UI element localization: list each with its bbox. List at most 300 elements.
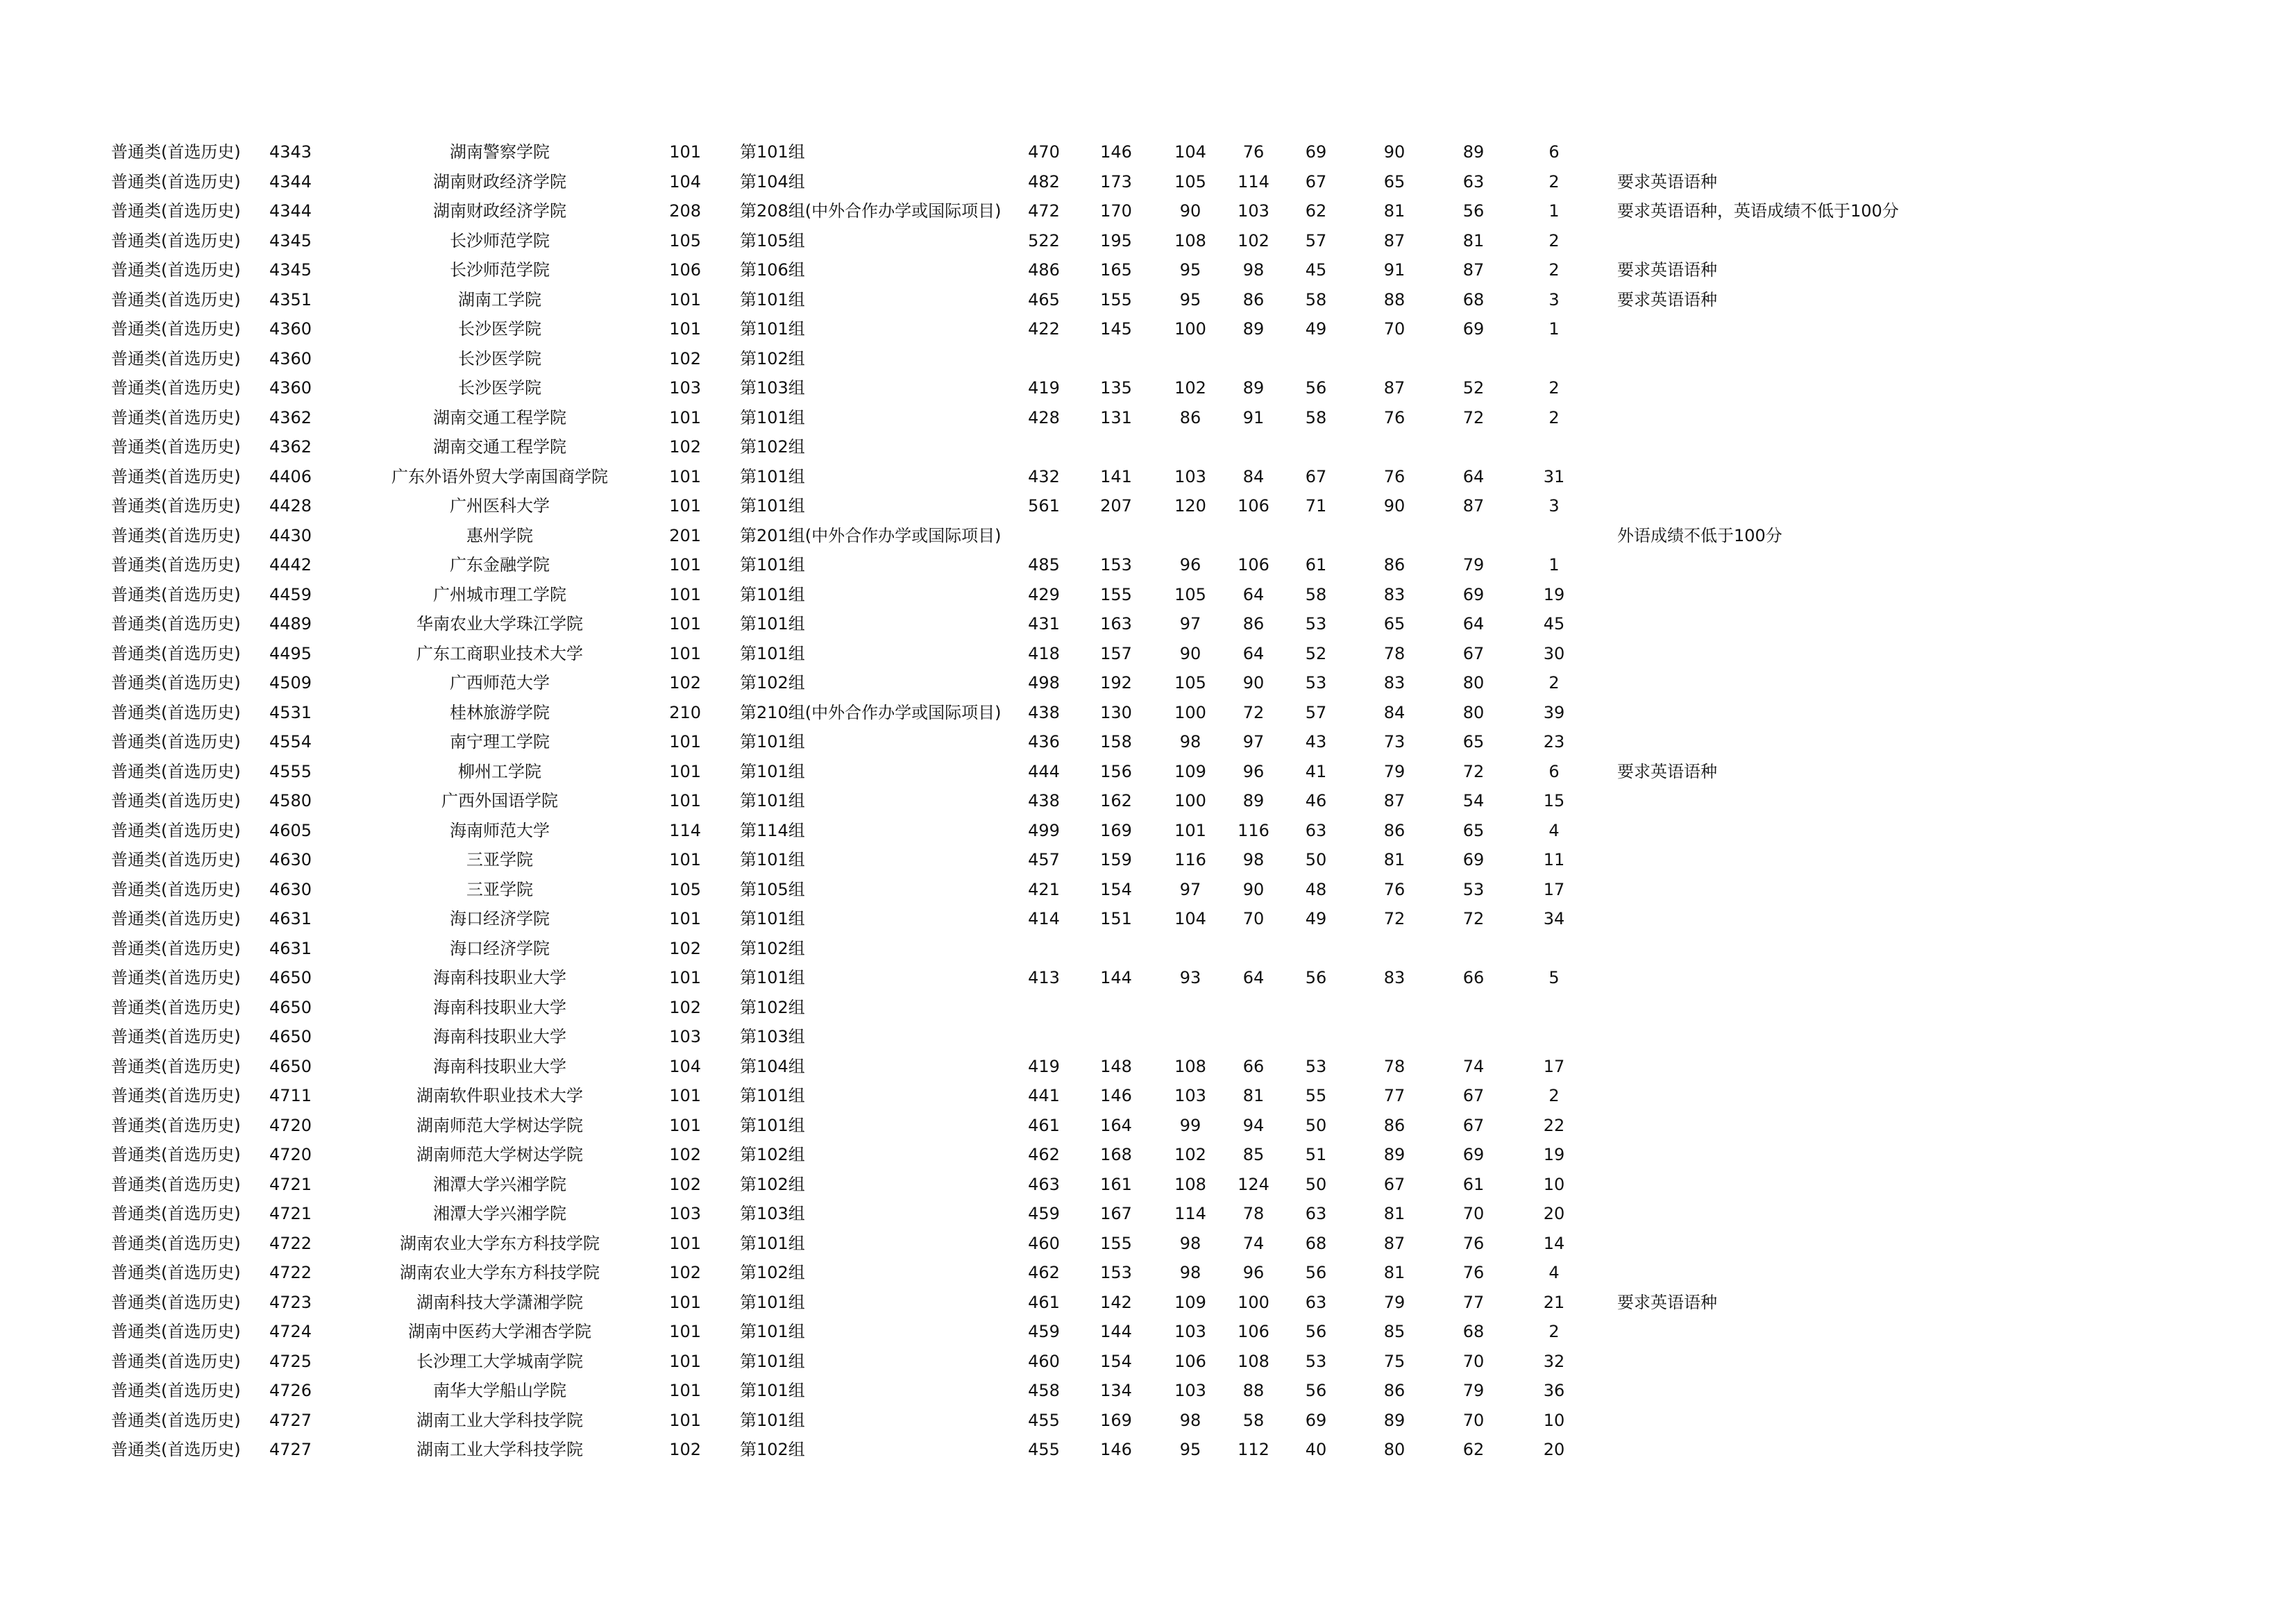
- admission-score-table: [111, 137, 2034, 1465]
- category-cell: 普通类(首选历史): [111, 230, 241, 250]
- score-4-cell: 45: [1305, 260, 1327, 280]
- note-cell: [1599, 963, 2034, 993]
- score-3-cell: 97: [1242, 732, 1265, 752]
- table-row: [111, 491, 2034, 521]
- school-name-cell: 广东外语外贸大学南国商学院: [391, 466, 608, 486]
- score-4-cell: 67: [1305, 171, 1327, 192]
- table-row: [111, 521, 2034, 551]
- score-3-cell: [1226, 521, 1281, 551]
- score-4-cell: [1281, 521, 1351, 551]
- group-code-cell: 201: [669, 525, 701, 545]
- category-cell: 普通类(首选历史): [111, 555, 241, 575]
- score-4-cell: 41: [1305, 761, 1327, 781]
- min-score-cell: [1011, 993, 1077, 1023]
- score-1-cell: 142: [1100, 1292, 1132, 1312]
- min-score-cell: [1011, 432, 1077, 462]
- school-name-cell: 长沙医学院: [458, 378, 541, 398]
- score-1-cell: 207: [1100, 496, 1132, 516]
- score-3-cell: 88: [1242, 1381, 1265, 1401]
- count-cell: 36: [1543, 1381, 1565, 1401]
- min-score-cell: 459: [1028, 1204, 1060, 1224]
- score-2-cell: 93: [1179, 968, 1201, 988]
- score-4-cell: 53: [1305, 1056, 1327, 1076]
- score-1-cell: 169: [1100, 820, 1132, 840]
- category-cell: 普通类(首选历史): [111, 614, 241, 634]
- min-score-cell: 461: [1028, 1115, 1060, 1135]
- group-code-cell: 101: [669, 1233, 701, 1253]
- school-name-cell: 广州城市理工学院: [433, 584, 566, 604]
- min-score-cell: 561: [1028, 496, 1060, 516]
- count-cell: 20: [1543, 1440, 1565, 1460]
- school-code-cell: 4344: [269, 201, 312, 221]
- score-6-cell: 72: [1462, 407, 1485, 427]
- category-cell: 普通类(首选历史): [111, 525, 241, 545]
- school-name-cell: 湖南工业大学科技学院: [416, 1440, 583, 1460]
- group-code-cell: 208: [669, 201, 701, 221]
- score-2-cell: 106: [1174, 1351, 1206, 1371]
- min-score-cell: 428: [1028, 407, 1060, 427]
- score-6-cell: 79: [1462, 555, 1485, 575]
- min-score-cell: 418: [1028, 643, 1060, 663]
- category-cell: 普通类(首选历史): [111, 968, 241, 988]
- score-2-cell: [1155, 993, 1226, 1023]
- group-code-cell: 101: [669, 968, 701, 988]
- score-4-cell: 61: [1305, 555, 1327, 575]
- school-code-cell: 4351: [269, 289, 312, 309]
- school-code-cell: 4650: [269, 968, 312, 988]
- score-2-cell: 90: [1179, 643, 1201, 663]
- score-5-cell: 76: [1383, 407, 1406, 427]
- score-5-cell: 90: [1383, 142, 1406, 162]
- score-1-cell: 153: [1100, 1263, 1132, 1283]
- school-name-cell: 海口经济学院: [450, 909, 550, 929]
- group-code-cell: 101: [669, 1351, 701, 1371]
- school-name-cell: 广东金融学院: [450, 555, 550, 575]
- count-cell: 5: [1548, 968, 1560, 988]
- category-cell: 普通类(首选历史): [111, 732, 241, 752]
- note-cell: [1599, 550, 2034, 580]
- min-score-cell: 455: [1028, 1410, 1060, 1430]
- score-3-cell: 85: [1242, 1145, 1265, 1165]
- score-5-cell: 76: [1383, 879, 1406, 899]
- score-1-cell: 134: [1100, 1381, 1132, 1401]
- count-cell: 10: [1543, 1410, 1565, 1430]
- score-6-cell: 80: [1462, 673, 1485, 693]
- school-name-cell: 南华大学船山学院: [433, 1381, 566, 1401]
- score-3-cell: 91: [1242, 407, 1265, 427]
- note-cell: [1599, 786, 2034, 816]
- score-3-cell: 58: [1242, 1410, 1265, 1430]
- score-2-cell: 97: [1179, 614, 1201, 634]
- score-5-cell: [1351, 1022, 1438, 1052]
- school-code-cell: 4630: [269, 850, 312, 870]
- count-cell: [1509, 1022, 1599, 1052]
- note-cell: [1599, 993, 2034, 1023]
- group-name-cell: 第101组: [740, 791, 805, 811]
- score-6-cell: 65: [1462, 820, 1485, 840]
- school-name-cell: 湖南交通工程学院: [433, 437, 566, 457]
- score-6-cell: 70: [1462, 1410, 1485, 1430]
- group-name-cell: 第101组: [740, 1351, 805, 1371]
- group-code-cell: 102: [669, 1145, 701, 1165]
- min-score-cell: 455: [1028, 1440, 1060, 1460]
- score-5-cell: 81: [1383, 1263, 1406, 1283]
- score-2-cell: 105: [1174, 171, 1206, 192]
- school-code-cell: 4721: [269, 1204, 312, 1224]
- score-6-cell: 67: [1462, 1115, 1485, 1135]
- score-2-cell: 116: [1174, 850, 1206, 870]
- score-2-cell: 105: [1174, 673, 1206, 693]
- table-row: [111, 255, 2034, 285]
- score-1-cell: 163: [1100, 614, 1132, 634]
- score-1-cell: 161: [1100, 1174, 1132, 1194]
- score-4-cell: [1281, 934, 1351, 964]
- group-name-cell: 第101组: [740, 555, 805, 575]
- min-score-cell: 441: [1028, 1086, 1060, 1106]
- score-5-cell: 72: [1383, 909, 1406, 929]
- group-name-cell: 第102组: [740, 997, 805, 1017]
- score-3-cell: 116: [1238, 820, 1269, 840]
- score-2-cell: 99: [1179, 1115, 1201, 1135]
- score-4-cell: 68: [1305, 1233, 1327, 1253]
- category-cell: 普通类(首选历史): [111, 791, 241, 811]
- count-cell: 15: [1543, 791, 1565, 811]
- note-cell: [1599, 344, 2034, 374]
- score-5-cell: 81: [1383, 1204, 1406, 1224]
- score-5-cell: 80: [1383, 1440, 1406, 1460]
- count-cell: 19: [1543, 1145, 1565, 1165]
- table-body: [111, 137, 2034, 1465]
- score-5-cell: 87: [1383, 791, 1406, 811]
- group-name-cell: 第102组: [740, 348, 805, 368]
- group-code-cell: 101: [669, 496, 701, 516]
- score-4-cell: 62: [1305, 201, 1327, 221]
- score-3-cell: 72: [1242, 702, 1265, 722]
- category-cell: 普通类(首选历史): [111, 1322, 241, 1342]
- score-1-cell: 165: [1100, 260, 1132, 280]
- group-code-cell: 105: [669, 879, 701, 899]
- group-name-cell: 第101组: [740, 909, 805, 929]
- category-cell: 普通类(首选历史): [111, 997, 241, 1017]
- school-code-cell: 4727: [269, 1410, 312, 1430]
- note-cell: 要求英语语种: [1617, 171, 1717, 192]
- score-1-cell: [1077, 1022, 1155, 1052]
- table-row: [111, 1317, 2034, 1347]
- score-6-cell: 87: [1462, 260, 1485, 280]
- group-name-cell: 第101组: [740, 1086, 805, 1106]
- school-name-cell: 湖南工学院: [458, 289, 541, 309]
- min-score-cell: 460: [1028, 1351, 1060, 1371]
- group-name-cell: 第101组: [740, 584, 805, 604]
- score-6-cell: 70: [1462, 1351, 1485, 1371]
- school-code-cell: 4531: [269, 702, 312, 722]
- group-name-cell: 第101组: [740, 968, 805, 988]
- group-name-cell: 第103组: [740, 378, 805, 398]
- score-4-cell: 63: [1305, 1292, 1327, 1312]
- score-6-cell: [1438, 521, 1509, 551]
- score-3-cell: 76: [1242, 142, 1265, 162]
- score-2-cell: 98: [1179, 732, 1201, 752]
- count-cell: 3: [1548, 496, 1560, 516]
- group-code-cell: 102: [669, 437, 701, 457]
- group-code-cell: 101: [669, 289, 701, 309]
- score-2-cell: 95: [1179, 260, 1201, 280]
- score-2-cell: 101: [1174, 820, 1206, 840]
- school-code-cell: 4442: [269, 555, 312, 575]
- score-2-cell: 100: [1174, 791, 1206, 811]
- count-cell: 2: [1548, 407, 1560, 427]
- category-cell: 普通类(首选历史): [111, 1351, 241, 1371]
- score-3-cell: [1226, 993, 1281, 1023]
- group-code-cell: 104: [669, 1056, 701, 1076]
- score-1-cell: 135: [1100, 378, 1132, 398]
- group-name-cell: 第102组: [740, 437, 805, 457]
- score-1-cell: 159: [1100, 850, 1132, 870]
- group-name-cell: 第101组: [740, 1292, 805, 1312]
- count-cell: 2: [1548, 1322, 1560, 1342]
- score-2-cell: 96: [1179, 555, 1201, 575]
- score-5-cell: 89: [1383, 1410, 1406, 1430]
- school-name-cell: 湖南科技大学潇湘学院: [416, 1292, 583, 1312]
- school-name-cell: 桂林旅游学院: [450, 702, 550, 722]
- school-code-cell: 4489: [269, 614, 312, 634]
- count-cell: 17: [1543, 1056, 1565, 1076]
- score-2-cell: 102: [1174, 1145, 1206, 1165]
- table-row: [111, 875, 2034, 905]
- score-4-cell: 63: [1305, 1204, 1327, 1224]
- score-3-cell: 103: [1238, 201, 1269, 221]
- note-cell: [1599, 934, 2034, 964]
- score-5-cell: 75: [1383, 1351, 1406, 1371]
- table-row: [111, 580, 2034, 610]
- count-cell: 11: [1543, 850, 1565, 870]
- score-6-cell: 65: [1462, 732, 1485, 752]
- count-cell: 1: [1548, 201, 1560, 221]
- score-6-cell: 64: [1462, 614, 1485, 634]
- table-row: [111, 1052, 2034, 1082]
- score-4-cell: 56: [1305, 968, 1327, 988]
- count-cell: 39: [1543, 702, 1565, 722]
- score-5-cell: 90: [1383, 496, 1406, 516]
- group-code-cell: 102: [669, 1174, 701, 1194]
- count-cell: 1: [1548, 555, 1560, 575]
- group-code-cell: 102: [669, 1263, 701, 1283]
- category-cell: 普通类(首选历史): [111, 319, 241, 339]
- score-1-cell: 173: [1100, 171, 1132, 192]
- table-row: [111, 639, 2034, 669]
- score-4-cell: 53: [1305, 1351, 1327, 1371]
- score-1-cell: 162: [1100, 791, 1132, 811]
- category-cell: 普通类(首选历史): [111, 1381, 241, 1401]
- note-cell: [1599, 845, 2034, 875]
- school-code-cell: 4722: [269, 1233, 312, 1253]
- count-cell: 2: [1548, 378, 1560, 398]
- school-code-cell: 4630: [269, 879, 312, 899]
- category-cell: 普通类(首选历史): [111, 673, 241, 693]
- score-4-cell: 57: [1305, 230, 1327, 250]
- score-5-cell: 81: [1383, 201, 1406, 221]
- school-name-cell: 三亚学院: [466, 850, 533, 870]
- score-5-cell: 67: [1383, 1174, 1406, 1194]
- table-row: [111, 196, 2034, 226]
- score-3-cell: 64: [1242, 968, 1265, 988]
- score-1-cell: 167: [1100, 1204, 1132, 1224]
- score-2-cell: 104: [1174, 909, 1206, 929]
- score-4-cell: [1281, 344, 1351, 374]
- group-code-cell: 101: [669, 1410, 701, 1430]
- score-3-cell: 102: [1238, 230, 1269, 250]
- category-cell: 普通类(首选历史): [111, 1027, 241, 1047]
- group-code-cell: 102: [669, 1440, 701, 1460]
- school-code-cell: 4631: [269, 938, 312, 958]
- score-3-cell: 81: [1242, 1086, 1265, 1106]
- group-code-cell: 101: [669, 1381, 701, 1401]
- score-6-cell: 89: [1462, 142, 1485, 162]
- group-name-cell: 第101组: [740, 142, 805, 162]
- score-3-cell: 112: [1238, 1440, 1269, 1460]
- score-6-cell: 66: [1462, 968, 1485, 988]
- school-code-cell: 4360: [269, 319, 312, 339]
- score-6-cell: 52: [1462, 378, 1485, 398]
- count-cell: 14: [1543, 1233, 1565, 1253]
- note-cell: [1599, 727, 2034, 757]
- group-name-cell: 第101组: [740, 1410, 805, 1430]
- score-3-cell: 106: [1238, 496, 1269, 516]
- group-name-cell: 第101组: [740, 289, 805, 309]
- min-score-cell: 438: [1028, 702, 1060, 722]
- score-3-cell: 86: [1242, 614, 1265, 634]
- note-cell: [1599, 668, 2034, 698]
- table-row: [111, 1288, 2034, 1318]
- group-code-cell: 101: [669, 643, 701, 663]
- count-cell: 6: [1548, 761, 1560, 781]
- count-cell: 19: [1543, 584, 1565, 604]
- score-3-cell: [1226, 1022, 1281, 1052]
- school-code-cell: 4724: [269, 1322, 312, 1342]
- count-cell: 34: [1543, 909, 1565, 929]
- group-code-cell: 101: [669, 319, 701, 339]
- score-6-cell: 76: [1462, 1263, 1485, 1283]
- score-4-cell: 55: [1305, 1086, 1327, 1106]
- group-code-cell: 101: [669, 555, 701, 575]
- score-6-cell: 72: [1462, 909, 1485, 929]
- score-6-cell: [1438, 432, 1509, 462]
- score-5-cell: 83: [1383, 584, 1406, 604]
- score-1-cell: 168: [1100, 1145, 1132, 1165]
- table-row: [111, 462, 2034, 492]
- score-4-cell: 53: [1305, 614, 1327, 634]
- note-cell: [1599, 1435, 2034, 1465]
- score-1-cell: 145: [1100, 319, 1132, 339]
- group-name-cell: 第201组(中外合作办学或国际项目): [740, 525, 1002, 545]
- min-score-cell: 422: [1028, 319, 1060, 339]
- school-name-cell: 广西外国语学院: [441, 791, 558, 811]
- score-1-cell: 154: [1100, 1351, 1132, 1371]
- score-2-cell: 98: [1179, 1233, 1201, 1253]
- note-cell: [1599, 904, 2034, 934]
- school-name-cell: 广东工商职业技术大学: [416, 643, 583, 663]
- score-6-cell: 81: [1462, 230, 1485, 250]
- note-cell: [1599, 1258, 2034, 1288]
- score-2-cell: [1155, 1022, 1226, 1052]
- score-6-cell: 67: [1462, 643, 1485, 663]
- score-3-cell: 124: [1238, 1174, 1269, 1194]
- score-1-cell: 169: [1100, 1410, 1132, 1430]
- count-cell: 2: [1548, 230, 1560, 250]
- score-3-cell: 89: [1242, 378, 1265, 398]
- school-code-cell: 4726: [269, 1381, 312, 1401]
- score-1-cell: [1077, 432, 1155, 462]
- score-4-cell: 50: [1305, 850, 1327, 870]
- score-1-cell: 157: [1100, 643, 1132, 663]
- score-6-cell: 69: [1462, 319, 1485, 339]
- school-code-cell: 4721: [269, 1174, 312, 1194]
- category-cell: 普通类(首选历史): [111, 466, 241, 486]
- score-2-cell: 103: [1174, 1086, 1206, 1106]
- table-row: [111, 904, 2034, 934]
- note-cell: 外语成绩不低于100分: [1617, 525, 1782, 545]
- table-row: [111, 1022, 2034, 1052]
- min-score-cell: 438: [1028, 791, 1060, 811]
- score-4-cell: 56: [1305, 378, 1327, 398]
- category-cell: 普通类(首选历史): [111, 1263, 241, 1283]
- category-cell: 普通类(首选历史): [111, 879, 241, 899]
- category-cell: 普通类(首选历史): [111, 142, 241, 162]
- group-name-cell: 第101组: [740, 643, 805, 663]
- school-name-cell: 广州医科大学: [450, 496, 550, 516]
- min-score-cell: 462: [1028, 1145, 1060, 1165]
- count-cell: 31: [1543, 466, 1565, 486]
- school-code-cell: 4720: [269, 1145, 312, 1165]
- school-name-cell: 长沙师范学院: [450, 260, 550, 280]
- score-4-cell: 58: [1305, 407, 1327, 427]
- score-1-cell: 141: [1100, 466, 1132, 486]
- score-6-cell: 64: [1462, 466, 1485, 486]
- table-row: [111, 1376, 2034, 1406]
- group-code-cell: 103: [669, 1204, 701, 1224]
- table-row: [111, 344, 2034, 374]
- table-row: [111, 845, 2034, 875]
- min-score-cell: 432: [1028, 466, 1060, 486]
- score-4-cell: 50: [1305, 1174, 1327, 1194]
- score-5-cell: 86: [1383, 555, 1406, 575]
- score-1-cell: 195: [1100, 230, 1132, 250]
- group-name-cell: 第102组: [740, 1263, 805, 1283]
- min-score-cell: 485: [1028, 555, 1060, 575]
- group-code-cell: 101: [669, 1292, 701, 1312]
- category-cell: 普通类(首选历史): [111, 348, 241, 368]
- table-row: [111, 1229, 2034, 1259]
- school-code-cell: 4459: [269, 584, 312, 604]
- school-code-cell: 4605: [269, 820, 312, 840]
- group-code-cell: 101: [669, 791, 701, 811]
- min-score-cell: 444: [1028, 761, 1060, 781]
- count-cell: 2: [1548, 260, 1560, 280]
- score-6-cell: 54: [1462, 791, 1485, 811]
- school-code-cell: 4580: [269, 791, 312, 811]
- min-score-cell: 463: [1028, 1174, 1060, 1194]
- score-3-cell: 64: [1242, 584, 1265, 604]
- score-3-cell: 108: [1238, 1351, 1269, 1371]
- score-4-cell: 52: [1305, 643, 1327, 663]
- score-6-cell: 69: [1462, 850, 1485, 870]
- score-1-cell: 155: [1100, 1233, 1132, 1253]
- group-name-cell: 第105组: [740, 879, 805, 899]
- group-code-cell: 104: [669, 171, 701, 192]
- count-cell: [1509, 934, 1599, 964]
- group-name-cell: 第101组: [740, 1381, 805, 1401]
- school-name-cell: 广西师范大学: [450, 673, 550, 693]
